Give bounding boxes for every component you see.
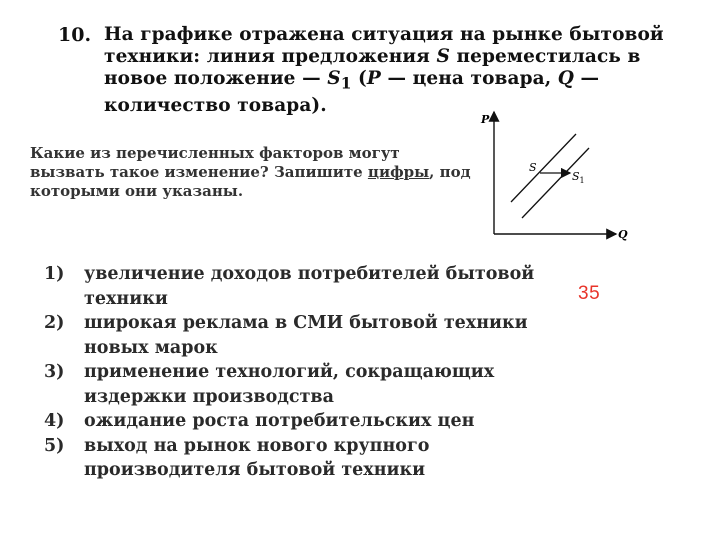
option-text: выход на рынок нового крупного производителя бытовой техники [84,435,430,480]
option-text: ожидание роста потребительских цен [84,411,475,431]
option-number: 1) [44,264,65,284]
var-q: Q [557,68,574,89]
list-item [44,434,544,483]
curve-s1-label: $S_1$ [572,170,585,185]
supply-curve-s [511,134,576,202]
var-s1: S [327,68,341,89]
var-p: P [366,68,381,89]
option-number: 5) [44,435,65,456]
option-number: 3) [44,362,65,382]
var-s1-sub: 1 [340,74,352,93]
question-text-2: , под которыми они указаны. [30,163,471,200]
curve-s-label: S [529,161,537,174]
option-number: 2) [44,313,65,333]
list-item [44,311,544,360]
list-item [44,409,544,434]
var-s: S [436,46,450,67]
option-number: 4) [44,411,65,431]
options-list [44,262,544,483]
task-text-1: На графике отражена ситуация на рынке бытовой техники: линия предложения [104,24,664,67]
option-text: увеличение доходов потребителей бытовой техники [84,264,535,309]
answer-text: 35 [578,283,601,304]
option-text: применение технологий, сокращающих издержки производства [84,362,495,407]
task-text-3: ( [351,68,367,89]
task-number: 10. [58,24,92,46]
supply-shift-graph [478,106,638,242]
task-text-5: — количество товара). [104,68,600,116]
option-text: широкая реклама в СМИ бытовой техники новых марок [84,313,528,358]
list-item [44,262,544,311]
task-text-2: переместилась в новое положение — [104,46,641,89]
list-item [44,360,544,409]
y-axis-label: P [481,113,490,126]
task-text-4: — цена товара, [380,68,558,89]
question-text [30,144,475,201]
question-text-1: Какие из перечисленных факторов могут вызвать такое изменение? Запишите [30,144,400,181]
x-axis-label: Q [618,228,628,241]
question-emphasis: цифры [367,163,430,181]
task-statement [104,24,664,117]
